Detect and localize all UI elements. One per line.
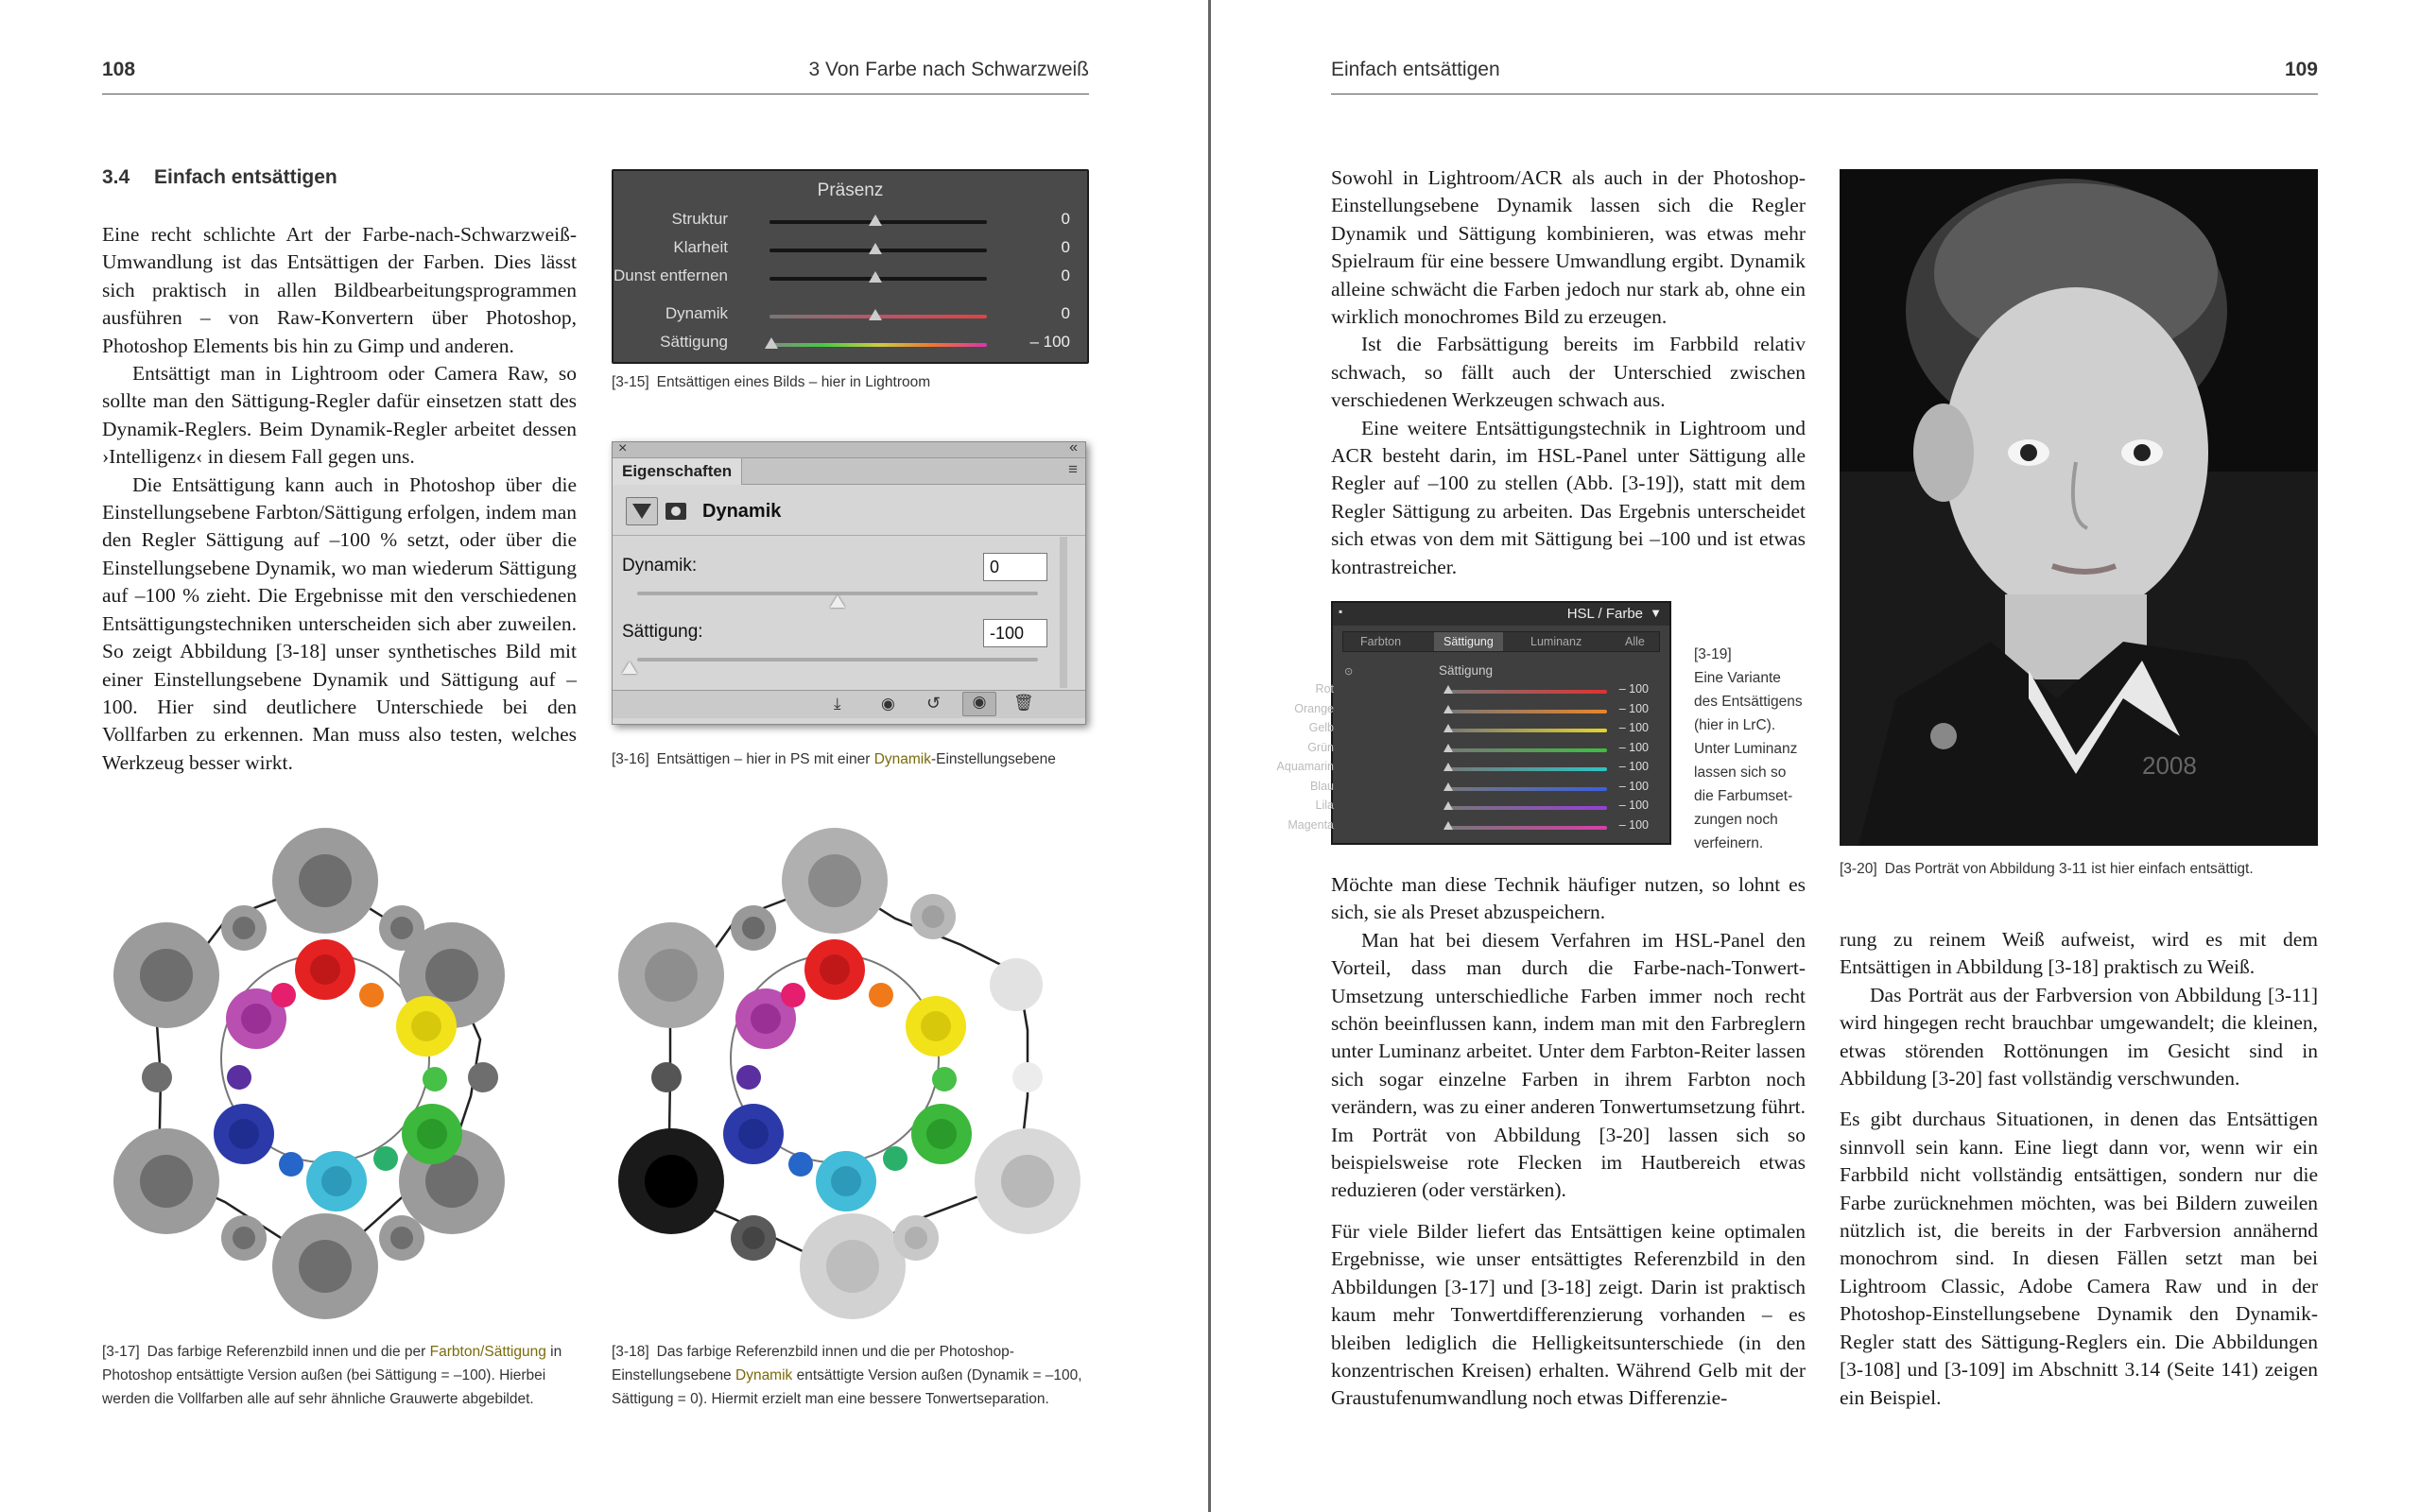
layer-mask-icon[interactable] — [666, 503, 686, 520]
caption-number: [3-15] — [612, 374, 649, 390]
hsl-slider-value: – 100 — [1618, 682, 1649, 696]
saettigung-slider-track[interactable] — [637, 658, 1038, 662]
paragraph: Das Porträt aus der Farbversion von Abbildung [3-11] wird hingegen recht brauchbar umgewandelt; die kleinen, etwas störenden Rottönungen im Gesicht sind in Abbildung [3-20] fast vollständig verschwunden. — [1840, 983, 2318, 1091]
caption-text: Das farbige Referenzbild innen und die per — [147, 1344, 430, 1360]
hsl-slider-track[interactable] — [1446, 767, 1607, 771]
slider-dunst[interactable] — [614, 266, 1087, 289]
caption-highlight: Dynamik — [735, 1367, 793, 1383]
hsl-slider-label: Grün — [1307, 740, 1334, 754]
separator — [613, 535, 1085, 536]
clip-to-layer-icon[interactable]: ⤓ — [834, 695, 841, 713]
slider-label: Sättigung — [660, 333, 728, 351]
right-col2 — [1840, 926, 2318, 1412]
adjustment-name: Dynamik — [702, 501, 782, 522]
hsl-slider-thumb[interactable] — [1443, 744, 1453, 752]
lightroom-hsl-panel — [1276, 601, 1671, 845]
panel-title: Präsenz — [817, 180, 884, 200]
dynamik-input[interactable]: 0 — [983, 553, 1047, 581]
slider-thumb[interactable] — [869, 309, 882, 320]
right-col1-top — [1331, 164, 1806, 581]
caption-3-18 — [612, 1340, 1089, 1411]
hsl-slider-value: – 100 — [1618, 760, 1649, 773]
caption-line: des Entsättigens — [1694, 694, 1803, 710]
tab-luminanz[interactable]: Luminanz — [1530, 635, 1582, 648]
hsl-slider-row[interactable] — [1276, 760, 1669, 779]
paragraph: Eine weitere Entsättigungstechnik in Lightroom und ACR besteht darin, im HSL-Panel unter Sättigung alle Regler auf –100 zu stellen (Abb. [3-19]), statt mit dem Regler Sättigung zu arbeiten. Das Ergebnis unterscheidet sich etwas von dem mit Sättigung bei –100 und ist etwas kontrastreicher. — [1331, 416, 1806, 578]
caption-number: [3-18] — [612, 1344, 649, 1360]
hsl-slider-track[interactable] — [1446, 748, 1607, 752]
slider-label: Dunst entfernen — [614, 266, 728, 284]
caption-line: verfeinern. — [1694, 835, 1764, 851]
slider-struktur[interactable] — [614, 210, 1087, 232]
tab-farbton[interactable]: Farbton — [1360, 635, 1402, 648]
caption-text: entsättigte Version außen (Dynamik = –100, Sättigung = 0). Hiermit erzielt man eine bessere Tonwertseparation. — [612, 1367, 1082, 1407]
left-body-text — [102, 221, 577, 777]
hsl-slider-row[interactable] — [1315, 682, 1669, 701]
page-number-left: 108 — [102, 59, 136, 80]
paragraph: Die Entsättigung kann auch in Photoshop über die Einstellungsebene Farbton/Sättigung erfolgen, indem man den Regler Sättigung auf –100 % setzt, oder über die Einstellungsebene Dynamik, wo man wiederum Sättigung auf –100 % zieht. Die Ergebnisse mit den verschiedenen Entsättigungstechniken unterscheiden sich aber zuweilen. So zeigt Abbildung [3-18] unser synthetisches Bild mit einer Einstellungsebene Dynamik und Sättigung auf –100. Hier sind deutlichere Unterschiede bei den Vollfarben zu erkennen. Man muss also testen, welches Werkzeug besser wirkt. — [102, 472, 577, 774]
reference-wheel-3-17 — [102, 822, 594, 1332]
caption-text: Entsättigen – hier in PS mit einer — [656, 751, 874, 767]
paragraph: Es gibt durchaus Situationen, in denen das Entsättigen sinnvoll sein kann. Eine liegt dann vor, wenn wir ein Farbbild nicht vollständig entsättigen, sondern nur die Farbe zurücknehmen möchten, was bei Bildern zuweilen nützlich ist, die bereits in der Farbversion annähernd monochrom sind. In diesen Fällen setzt man bei Lightroom Classic, Adobe Camera Raw und in der Photoshop-Einstellungsebene Dynamik den Dynamik-Regler statt des Sättigung-Reglers ein. Die Abbildungen [3-108] und [3-109] im Abschnitt 3.14 (Seite 141) zeigen ein Beispiel. — [1840, 1108, 2318, 1409]
hsl-slider-value: – 100 — [1618, 779, 1649, 793]
paragraph: Sowohl in Lightroom/ACR als auch in der Photoshop-Einstellungsebene Dynamik lassen sich die Regler Dynamik und Sättigung kombinieren, was etwas mehr Spielraum für eine bessere Umwandlung ergibt. Dynamik alleine schwächt die Farben jedoch nur stark ab, ohne ein wirklich monochromes Bild zu erzeugen. — [1331, 166, 1806, 329]
svg-text:2008: 2008 — [2142, 751, 2197, 780]
caption-line: (hier in LrC). — [1694, 717, 1776, 733]
slider-klarheit[interactable] — [614, 238, 1087, 261]
outer-grey-circles — [113, 828, 505, 1319]
slider-label: Dynamik — [665, 304, 728, 322]
section-heading — [102, 166, 337, 189]
caption-line: die Farbumset- — [1694, 788, 1793, 804]
page-gutter — [1208, 0, 1211, 1512]
hsl-slider-value: – 100 — [1618, 817, 1649, 832]
hsl-slider-row[interactable] — [1308, 721, 1669, 740]
hsl-slider-label: Gelb — [1308, 721, 1334, 734]
running-header-chapter: 3 Von Farbe nach Schwarzweiß — [808, 59, 1089, 80]
hsl-slider-row[interactable] — [1307, 740, 1669, 760]
hsl-slider-thumb[interactable] — [1443, 705, 1453, 713]
slider-saettigung[interactable] — [614, 333, 1087, 355]
panel-titlebar — [613, 439, 1085, 458]
photoshop-properties-panel — [612, 441, 1086, 725]
caption-3-16 — [612, 747, 1089, 771]
saettigung-label: Sättigung: — [622, 622, 703, 642]
saettigung-slider-thumb[interactable] — [622, 662, 637, 674]
collapse-icon[interactable]: « — [1069, 439, 1078, 455]
hsl-slider-thumb[interactable] — [1443, 685, 1453, 694]
hsl-slider-track[interactable] — [1446, 787, 1607, 791]
hsl-slider-track[interactable] — [1446, 710, 1607, 713]
visibility-eye-icon[interactable]: ◉ — [962, 692, 996, 716]
paragraph: Eine recht schlichte Art der Farbe-nach-Schwarzweiß-Umwandlung ist das Entsättigen der Farben. Dies lässt sich praktisch in allen Bildbearbeitungsprogrammen ausführen – von Raw-Konvertern über Photoshop, Photoshop Elements bis hin zu Gimp und anderen. — [102, 223, 577, 357]
view-previous-icon[interactable]: ◉ — [881, 695, 895, 713]
caption-3-19 — [1694, 643, 1815, 855]
group-label: Sättigung — [1439, 663, 1494, 678]
paragraph: Ist die Farbsättigung bereits im Farbbild relativ schwach, so fällt auch der Unterschied zwischen verschiedenen Werkzeugen schwach aus. — [1331, 333, 1806, 412]
caption-text: Entsättigen eines Bilds – hier in Lightroom — [656, 374, 931, 390]
scrollbar[interactable] — [1060, 537, 1067, 688]
hsl-slider-track[interactable] — [1446, 690, 1607, 694]
paragraph: Möchte man diese Technik häufiger nutzen, so lohnt es sich, sie als Preset abzuspeichern. — [1331, 873, 1806, 924]
caption-text: in Photoshop entsättigte Version außen (bei Sättigung = –100). Hierbei werden die Vollfarben alle auf sehr ähnliche Grauwerte abgebildet. — [102, 1344, 562, 1407]
slider-dynamik[interactable] — [614, 304, 1087, 327]
portrait-photo — [1840, 169, 2318, 846]
hsl-slider-label: Magenta — [1288, 817, 1334, 832]
hsl-slider-track[interactable] — [1446, 826, 1607, 830]
hsl-slider-row[interactable] — [1288, 817, 1669, 837]
caption-number: [3-16] — [612, 751, 649, 767]
reset-icon[interactable]: ↺ — [926, 694, 942, 713]
caption-line: Unter Luminanz — [1694, 741, 1798, 757]
hsl-slider-thumb[interactable] — [1443, 801, 1453, 810]
caption-number: [3-17] — [102, 1344, 140, 1360]
slider-thumb[interactable] — [765, 337, 778, 349]
caption-highlight: Farbton/Sättigung — [429, 1344, 546, 1360]
slider-label: Struktur — [671, 210, 728, 228]
caption-highlight: Dynamik — [873, 751, 931, 767]
hsl-slider-row[interactable] — [1294, 701, 1669, 721]
hsl-slider-thumb[interactable] — [1443, 821, 1453, 830]
slider-value: 0 — [1061, 266, 1070, 284]
slider-thumb[interactable] — [869, 271, 882, 283]
collapse-triangle-icon[interactable]: ▼ — [1650, 606, 1662, 620]
tab-saettigung[interactable]: Sättigung — [1434, 632, 1503, 651]
paragraph: Entsättigt man in Lightroom oder Camera Raw, so sollte man den Sättigung-Regler dafür einsetzen statt des Dynamik-Reglers. Beim Dynamik-Regler arbeitet dessen ›Intelligenz‹ in diesem Fall gegen uns. — [102, 362, 577, 469]
hsl-slider-value: – 100 — [1618, 740, 1649, 754]
caption-text: Das Porträt von Abbildung 3-11 ist hier einfach entsättigt. — [1884, 861, 2254, 877]
panel-menu-icon[interactable]: ≡ — [1068, 460, 1078, 478]
slider-track[interactable] — [769, 343, 987, 347]
caption-line: zungen noch — [1694, 812, 1778, 828]
caption-line: Eine Variante — [1694, 670, 1781, 686]
panel-footer — [613, 690, 1085, 718]
hsl-slider-label: Lila — [1315, 799, 1334, 812]
hsl-slider-label: Orange — [1294, 701, 1334, 715]
right-col1-bottom — [1331, 871, 1806, 1413]
hsl-slider-row[interactable] — [1315, 799, 1669, 817]
hsl-slider-row[interactable] — [1309, 779, 1669, 799]
paragraph: Für viele Bilder liefert das Entsättigen keine optimalen Ergebnisse, wie unser entsättigtes Referenzbild in den Abbildungen [3-17] und [3-18] zeigt. Darin ist praktisch kaum mehr Tonwertdifferenzierung vorhanden – es bleiben lediglich die Helligkeitsunterschiede (in den konzentrischen Kreisen) erhalten. Während Gelb mit der Graustufenumwandlung noch etwas Differenzie- — [1331, 1219, 1806, 1410]
reference-wheel-3-18 — [612, 822, 1103, 1332]
slider-value: 0 — [1061, 210, 1070, 228]
caption-number: [3-19] — [1694, 646, 1732, 662]
hsl-slider-value: – 100 — [1618, 721, 1649, 734]
hsl-slider-thumb[interactable] — [1443, 763, 1453, 771]
section-title: Einfach entsättigen — [154, 166, 337, 188]
slider-value: 0 — [1061, 238, 1070, 256]
paragraph: rung zu reinem Weiß aufweist, wird es mit dem Entsättigen in Abbildung [3-18] praktisch zu Weiß. — [1840, 928, 2318, 979]
slider-thumb[interactable] — [869, 215, 882, 226]
hsl-slider-thumb[interactable] — [1443, 782, 1453, 791]
caption-text: Das farbige Referenzbild innen und die per Photoshop-Einstellungsebene — [612, 1344, 1014, 1383]
trash-icon[interactable]: 🗑 — [1013, 694, 1034, 712]
dynamik-label: Dynamik: — [622, 556, 698, 576]
hsl-slider-label: Aquamarin — [1276, 760, 1334, 773]
tab-bar — [613, 458, 1085, 485]
hsl-slider-label: Blau — [1309, 779, 1334, 793]
slider-label: Klarheit — [673, 238, 728, 256]
hsl-tabs — [1342, 631, 1660, 652]
slider-value: 0 — [1061, 304, 1070, 322]
caption-text: -Einstellungsebene — [930, 751, 1056, 767]
panel-toggle-icon[interactable]: ▪ — [1339, 605, 1343, 618]
slider-thumb[interactable] — [869, 243, 882, 254]
hsl-slider-thumb[interactable] — [1443, 724, 1453, 732]
inner-color-circles — [723, 939, 972, 1211]
caption-number: [3-20] — [1840, 861, 1877, 877]
adjustment-layer-icon — [626, 497, 658, 525]
lightroom-presence-panel — [612, 169, 1089, 364]
hsl-slider-value: – 100 — [1618, 701, 1649, 715]
portrait-illustration — [1840, 169, 2318, 846]
saettigung-input[interactable]: -100 — [983, 619, 1047, 647]
caption-3-15 — [612, 370, 1089, 394]
running-header-section: Einfach entsättigen — [1331, 59, 1500, 80]
outer-grey-circles — [618, 828, 1080, 1319]
caption-text — [1694, 666, 1815, 855]
close-icon[interactable]: × — [618, 440, 628, 456]
dynamik-slider-thumb[interactable] — [830, 595, 845, 608]
hsl-slider-label: Rot — [1315, 682, 1334, 696]
hsl-header — [1333, 603, 1669, 626]
tab-alle[interactable]: Alle — [1625, 635, 1645, 648]
slider-value: – 100 — [1029, 333, 1070, 351]
caption-3-20 — [1840, 857, 2318, 881]
page-number-right: 109 — [2284, 59, 2318, 80]
caption-line: lassen sich so — [1694, 765, 1787, 781]
hsl-slider-track[interactable] — [1446, 806, 1607, 810]
target-adjust-icon[interactable]: ⊙ — [1344, 666, 1354, 678]
caption-3-17 — [102, 1340, 594, 1411]
tab-eigenschaften[interactable]: Eigenschaften — [613, 458, 742, 485]
hsl-slider-track[interactable] — [1446, 729, 1607, 732]
section-number: 3.4 — [102, 166, 130, 188]
hsl-title: HSL / Farbe — [1566, 606, 1643, 622]
hsl-slider-value: – 100 — [1618, 799, 1649, 812]
paragraph: Man hat bei diesem Verfahren im HSL-Panel den Vorteil, dass man durch die Farbe-nach-Tonwert-Umsetzung unterschiedliche Farben immer noch recht schön beeinflussen kann, indem man mit den Farbreglern unter Luminanz arbeitet. Unter dem Farbton-Reiter lassen sich sogar einzelne Farben in ihrem Farbton noch verändern, was zu einer anderen Tonwertumsetzung führt. Im Porträt von Abbildung [3-20] lassen sich so beispielsweise rote Flecken im Hautbereich etwas reduzieren (oder verstärken). — [1331, 928, 1806, 1202]
